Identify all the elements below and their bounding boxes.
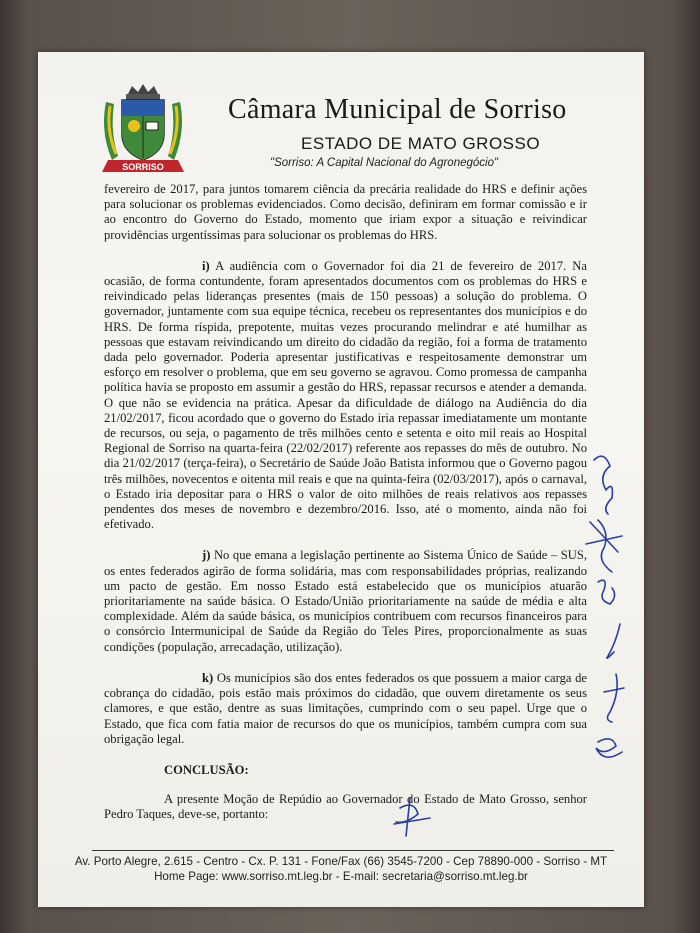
signature-2: [586, 520, 622, 572]
signature-1: [594, 456, 612, 514]
footer-divider: [92, 850, 614, 851]
document-body: [104, 182, 587, 823]
signature-6: [596, 739, 622, 757]
paragraph-k-label: k): [202, 670, 214, 685]
signature-3: [598, 580, 615, 604]
signature-5: [604, 674, 624, 722]
paragraph-k-text: Os municípios são dos entes federados os que possuem a maior carga de cobrança do cidadão, pois estão mais próximos do cidadão, que ouvem diretamente os seus clamores, e que estão, dentre as suas limitações, cumprindo com o seu papel. Urge que o Estado, que fica com fatia maior de recursos do que os municípios, também cumpra com sua obrigação legal.: [104, 670, 587, 746]
header-state: ESTADO DE MATO GROSSO: [301, 134, 541, 153]
conclusion-paragraph: A presente Moção de Repúdio ao Governador do Estado de Mato Grosso, senhor Pedro Taques, deve-se, portanto:: [104, 792, 587, 822]
signature-4: [607, 624, 620, 658]
paragraph-j: [104, 548, 587, 654]
paragraph-i-text: A audiência com o Governador foi dia 21 de fevereiro de 2017. Na ocasião, de forma contundente, foram apresentados documentos com os problemas do HRS e reivindicado pelas lideranças presentes (mais de 150 pessoas) a solução do problema. O governador, juntamente com sua equipe técnica, recebeu os representantes dos municípios e do HRS. De forma ríspida, prepotente, muitas vezes procurando melindrar e até humilhar as pessoas que estavam reivindicando um direito do cidadão da região, foi a forma de tratamento dada pelo governador. Poderia apresentar justificativas e respeitosamente demonstrar um esforço em resolver o problema, que em seu governo se agravou. Como promessa de campanha política havia se proposto em assumir a gestão do HRS, repassar recursos e atender a demanda. O que não se evidencia na prática. Apesar da dificuldade de diálogo na Audiência do dia 21/02/2017, ficou acordado que o governo do Estado iria repassar imediatamente um montante de recursos, ou seja, o pagamento de três milhões cento e setenta e oito mil reais ao Hospital Regional de Sorriso na quarta-feira (22/02/2017) referente aos repasses do mês de outubro. No dia 21/02/2017 (terça-feira), o Secretário de Saúde João Batista informou que o Governo pagou três milhões, novecentos e oitenta mil reais e que na quinta-feira (02/03/2017), após o carnaval, o Estado iria depositar para o HRS o valor de oito milhões de reais relativos aos repasses pendentes dos meses de novembro e dezembro/2016. Isso, até o momento, ainda não foi efetivado.: [104, 258, 587, 532]
header-slogan: "Sorriso: A Capital Nacional do Agronegócio": [270, 157, 499, 169]
paragraph-j-label: j): [202, 548, 211, 563]
paragraph-j-text: No que emana a legislação pertinente ao Sistema Único de Saúde – SUS, os entes federados agirão de forma solidária, mas com responsabilidades próprias, realizando um pacto de gestão. Em nosso Estado está estabelecido que os municípios atuarão prioritariamente na saúde básica. O Estado/União prioritariamente na saúde de média e alta complexidade. Além da saúde básica, os municípios contribuem com recursos financeiros para o consórcio Intermunicipal de Saúde da Região do Teles Pires, proporcionalmente as suas condições (população, arrecadação, utilização).: [104, 548, 588, 654]
logo-ribbon-text: SORRISO: [122, 162, 164, 172]
header-title: Câmara Municipal de Sorriso: [228, 94, 567, 125]
municipal-coat-of-arms-logo: [98, 82, 188, 178]
document-page: [38, 52, 644, 907]
intro-paragraph: fevereiro de 2017, para juntos tomarem ciência da precária realidade do HRS e definir ações para solucionar os problemas evidenciados. Como decisão, definiram em formar comissão e ir ao encontro do Governo do Estado, momento que iriam expor a situação e reivindicar providências urgentíssimas para solucionar os problemas do HRS.: [104, 182, 587, 242]
paragraph-k: [104, 671, 587, 747]
footer-contact: Home Page: www.sorriso.mt.leg.br - E-mail: secretaria@sorriso.mt.leg.br: [154, 870, 528, 883]
paragraph-i-label: i): [202, 258, 210, 273]
paragraph-i: [104, 259, 587, 533]
footer-address: Av. Porto Alegre, 2.615 - Centro - Cx. P. 131 - Fone/Fax (66) 3545-7200 - Cep 78890-000 - Sorriso - MT: [74, 855, 608, 868]
conclusion-heading: CONCLUSÃO:: [164, 762, 249, 777]
